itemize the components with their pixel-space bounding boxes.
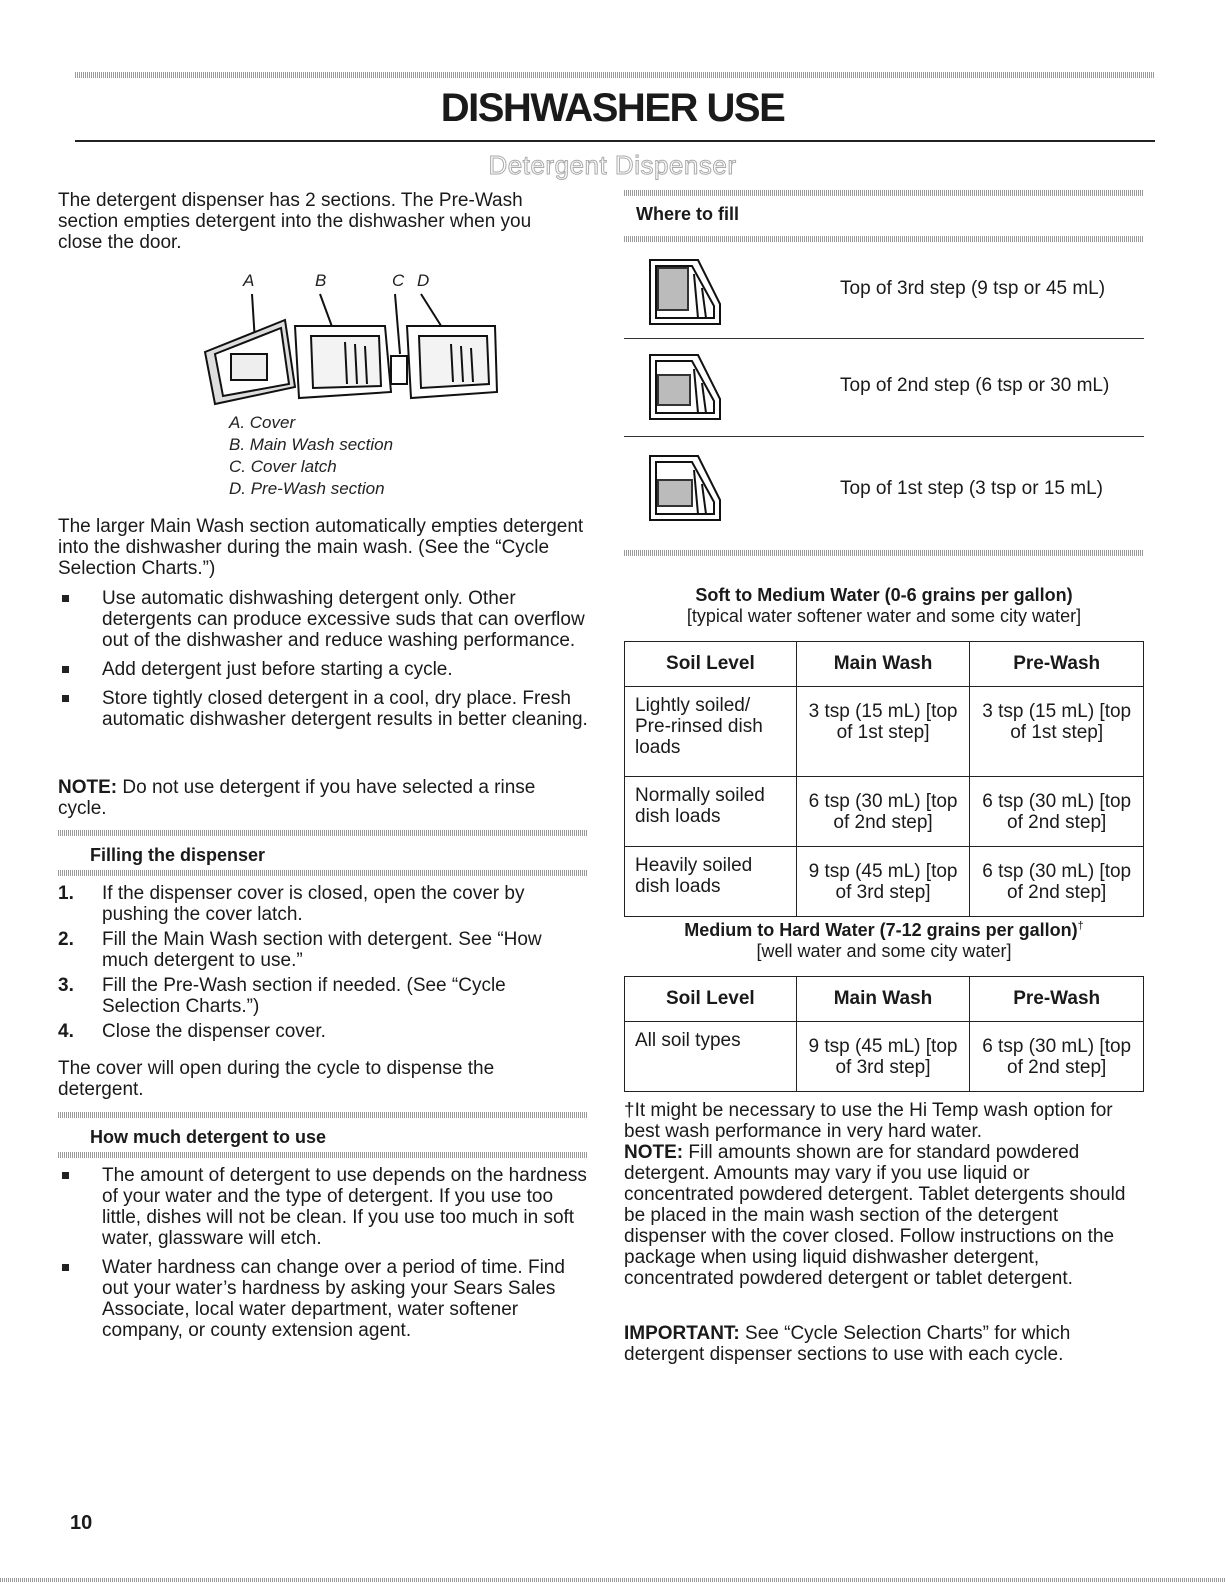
cup-1st-step-icon	[644, 450, 724, 526]
intro-paragraph: The detergent dispenser has 2 sections. The Pre-Wash section empties detergent into the dishwasher when you close the door.	[58, 190, 532, 253]
bullet-item: Use automatic dishwashing detergent only. Other detergents can produce excessive suds that can overflow out of the dishwasher and reduce washing performance.	[58, 588, 588, 651]
label-a: A	[243, 271, 255, 290]
main-wash-paragraph: The larger Main Wash section automatically empties detergent into the dishwasher during the main wash. (See the “Cycle Selection Charts.”)	[58, 516, 584, 579]
table-row	[625, 687, 1144, 777]
table-row	[625, 777, 1144, 847]
figure-captions	[229, 412, 393, 500]
note-text: Fill amounts shown are for standard powdered detergent. Amounts may vary if you use liquid or concentrated powdered detergent. Tablet detergents should be placed in the main wash section of the detergent dispenser with the cover closed. Follow instructions on the package when using liquid dishwasher detergent, concentrated powdered detergent or tablet detergent.	[624, 1142, 1126, 1289]
bullet-item: The amount of detergent to use depends on the hardness of your water and the type of detergent. If you use too little, dishes will not be clean. If you use too much in soft water, glassware will etch.	[58, 1165, 588, 1249]
pre-wash-cell: 6 tsp (30 mL) [top of 2nd step]	[970, 847, 1144, 917]
right-note	[624, 1142, 1144, 1289]
how-much-heading: How much detergent to use	[90, 1127, 327, 1147]
how-much-bullets	[58, 1165, 588, 1349]
fill-level-text: Top of 3rd step (9 tsp or 45 mL)	[840, 278, 1106, 299]
title-underline	[75, 140, 1155, 142]
table-row	[625, 1022, 1144, 1092]
bottom-edge-rule	[0, 1578, 1225, 1582]
soil-cell: All soil types	[625, 1022, 797, 1092]
pre-wash-cell: 6 tsp (30 mL) [top of 2nd step]	[970, 777, 1144, 847]
where-end-rule	[624, 550, 1144, 556]
top-hatch-rule	[75, 72, 1155, 78]
important-text: See “Cycle Selection Charts” for which detergent dispenser sections to use with each cycle.	[624, 1323, 1071, 1365]
fill-level-text: Top of 1st step (3 tsp or 15 mL)	[840, 478, 1103, 499]
howmuch-top-rule	[58, 1112, 588, 1118]
dispenser-drawing	[195, 292, 515, 410]
where-to-fill-heading: Where to fill	[636, 204, 739, 224]
step-item: 2. Fill the Main Wash section with detergent. See “How much detergent to use.”	[58, 929, 542, 971]
label-d: D	[417, 271, 430, 290]
filling-steps	[58, 883, 588, 1046]
pre-wash-cell: 6 tsp (30 mL) [top of 2nd step]	[970, 1022, 1144, 1092]
cover-paragraph: The cover will open during the cycle to dispense the detergent.	[58, 1058, 495, 1100]
where-bottom-rule	[624, 236, 1144, 242]
soft-water-heading: Soft to Medium Water (0-6 grains per gallon) [typical water softener water and some city water]	[686, 585, 1082, 626]
howmuch-bottom-rule	[58, 1152, 588, 1158]
fill-row-3rd	[630, 250, 1154, 336]
col-header: Main Wash	[796, 642, 970, 687]
step-item: 1. If the dispenser cover is closed, open the cover by pushing the cover latch.	[58, 883, 525, 925]
soil-cell: Lightly soiled/ Pre-rinsed dish loads	[625, 687, 797, 777]
label-c: C	[392, 271, 405, 290]
filling-heading: Filling the dispenser	[90, 845, 266, 865]
page-number: 10	[70, 1512, 93, 1534]
step-item: 4. Close the dispenser cover.	[58, 1021, 326, 1042]
note-text: Do not use detergent if you have selected a rinse cycle.	[58, 777, 536, 819]
soft-water-table	[624, 641, 1144, 917]
hard-water-heading: Medium to Hard Water (7-12 grains per gallon)† [well water and some city water]	[684, 920, 1084, 961]
where-top-rule	[624, 190, 1144, 196]
fill-row-2nd	[630, 345, 1154, 431]
label-b: B	[315, 271, 327, 290]
important-label: IMPORTANT:	[624, 1323, 740, 1344]
main-wash-cell: 6 tsp (30 mL) [top of 2nd step]	[796, 777, 970, 847]
footnote: †It might be necessary to use the Hi Temp wash option for best wash performance in very hard water.	[624, 1100, 1113, 1142]
col-header: Pre-Wash	[970, 977, 1144, 1022]
caption-d: D. Pre-Wash section	[229, 479, 385, 498]
fill-divider	[624, 338, 1144, 339]
step-item: 3. Fill the Pre-Wash section if needed. (See “Cycle Selection Charts.”)	[58, 975, 506, 1017]
table-header-row	[625, 642, 1144, 687]
table-row	[625, 847, 1144, 917]
caption-b: B. Main Wash section	[229, 435, 394, 454]
left-note	[58, 777, 578, 819]
page-title: DISHWASHER USE	[440, 86, 785, 130]
note-label: NOTE:	[58, 777, 118, 798]
important-note	[624, 1323, 1144, 1365]
pre-wash-cell: 3 tsp (15 mL) [top of 1st step]	[970, 687, 1144, 777]
bullet-item: Add detergent just before starting a cycle.	[58, 659, 588, 680]
filling-bottom-rule	[58, 870, 588, 876]
fill-level-text: Top of 2nd step (6 tsp or 30 mL)	[840, 375, 1110, 396]
dispenser-figure	[195, 270, 515, 410]
section-title: Detergent Dispenser	[488, 150, 737, 180]
main-wash-cell: 9 tsp (45 mL) [top of 3rd step]	[796, 1022, 970, 1092]
detergent-bullets	[58, 588, 588, 738]
caption-c: C. Cover latch	[229, 457, 337, 476]
fill-divider	[624, 436, 1144, 437]
col-header: Pre-Wash	[970, 642, 1144, 687]
fill-row-1st	[630, 446, 1154, 532]
note-label: NOTE:	[624, 1142, 684, 1163]
soil-cell: Normally soiled dish loads	[625, 777, 797, 847]
soil-cell: Heavily soiled dish loads	[625, 847, 797, 917]
bullet-item: Water hardness can change over a period of time. Find out your water’s hardness by asking your Sears Sales Associate, local water department, water softener company, or county extension agent.	[58, 1257, 588, 1341]
main-wash-cell: 3 tsp (15 mL) [top of 1st step]	[796, 687, 970, 777]
col-header: Soil Level	[625, 642, 797, 687]
filling-top-rule	[58, 830, 588, 836]
main-wash-cell: 9 tsp (45 mL) [top of 3rd step]	[796, 847, 970, 917]
caption-a: A. Cover	[229, 413, 296, 432]
col-header: Soil Level	[625, 977, 797, 1022]
cup-3rd-step-icon	[644, 254, 724, 330]
cup-2nd-step-icon	[644, 349, 724, 425]
table-header-row	[625, 977, 1144, 1022]
bullet-item: Store tightly closed detergent in a cool, dry place. Fresh automatic dishwasher detergent results in better cleaning.	[58, 688, 588, 730]
col-header: Main Wash	[796, 977, 970, 1022]
hard-water-table	[624, 976, 1144, 1092]
